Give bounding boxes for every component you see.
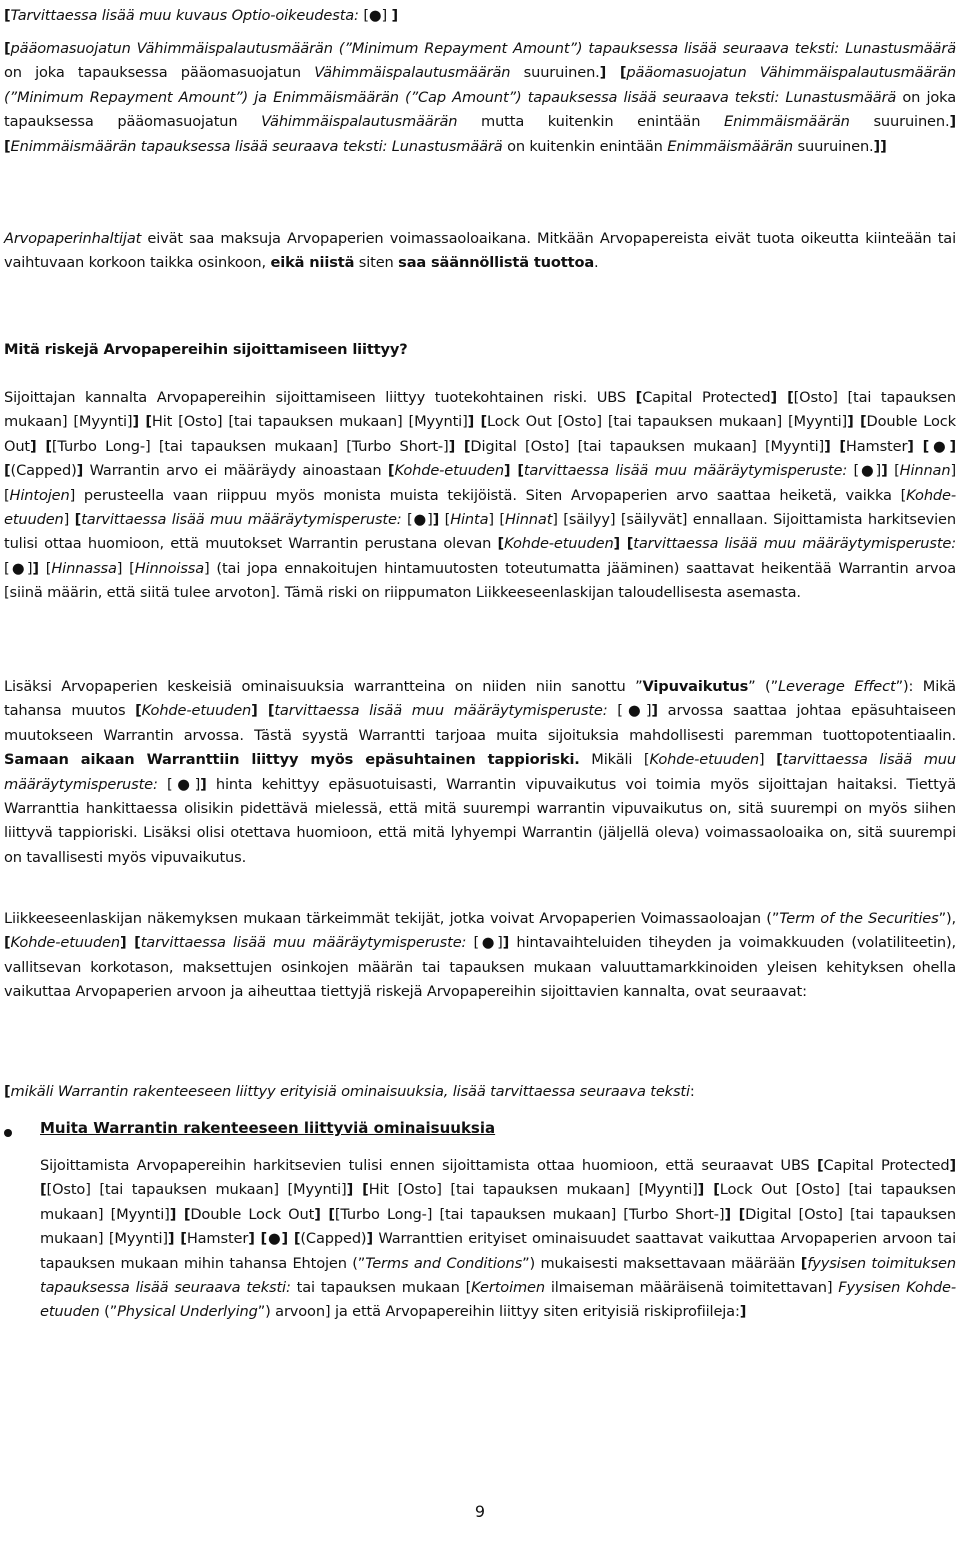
text-run: hintavaihteluiden tiheyden ja voimakkuuden (volatiliteetin), vallitsevan korkotason, maksettujen osinkojen määrän tai tapauksen mukaan valuuttamarkkinoiden yleisen kehityksen ohella vaikuttaa Arvopaperien arvoon ja aiheuttaa tiettyjä riskejä Arvopapereihin sijoittavien kannalta, ovat seuraavat: <box>4 934 957 1001</box>
text-run: [●] <box>363 7 392 24</box>
text-run: suuruinen. <box>849 113 950 131</box>
text-run: ] <box>739 1303 747 1321</box>
text-run: Lock Out [Osto] [tai tapauksen mukaan] [Myynti] <box>40 1181 956 1223</box>
text-run: Vipuvaikutus <box>642 678 749 695</box>
text-run: ] <box>200 775 207 793</box>
text-run: Vähimmäispalautusmäärän <box>314 64 511 82</box>
paragraph-leverage-effect <box>4 675 956 870</box>
text-run: tai tapauksen mukaan [ <box>290 1279 472 1297</box>
text-run: [ <box>4 934 11 952</box>
text-run: [ <box>38 559 52 577</box>
text-run: Vähimmäispalautusmäärän <box>261 113 458 131</box>
text-run: Hinnan <box>899 462 951 480</box>
text-run: ● <box>929 437 950 455</box>
text-run: [ <box>776 751 783 769</box>
text-run: Kertoimen <box>471 1279 545 1297</box>
text-run: hinta kehittyy epäsuotuisasti, Warrantin vipuvaikutus voi toimia myös sijoittajan haitaksi. Tiettyä Warranttia hankittaessa olisikin pidettävä mielessä, että mitä suurempi warrantin vipuvaikutus on, sitä suurempi on myös siihen liittyvä tappioriski. Lisäksi olisi otettava huomioon, että mitä lyhyempi Warrantin (jäljellä oleva) voimassaoloaika on, sitä suurempi on tavallisesti myös vipuvaikutus. <box>4 775 956 866</box>
text-run: ”), <box>938 910 957 927</box>
text-run: Sijoittajan kannalta Arvopapereihin sijoittamiseen liittyy tuotekohtainen riski. UBS <box>4 389 636 406</box>
text-run: ] <box>758 751 777 769</box>
text-run: [ <box>4 40 11 57</box>
text-run: Hinnassa <box>51 559 117 577</box>
text-run: : <box>689 1083 695 1100</box>
text-run: [ <box>887 462 900 480</box>
text-run: ] <box>502 934 510 952</box>
text-run: ] [ <box>847 413 867 431</box>
text-run: ] [ <box>613 535 634 553</box>
text-run: Kohde-etuuden <box>394 462 504 480</box>
text-run: ] [ <box>770 389 794 406</box>
text-run: fyysisen toimituksen tapauksessa lisää seuraava teksti: <box>40 1254 956 1297</box>
text-run: ] [ <box>448 437 471 455</box>
text-run: Tarvittaessa lisää muu kuvaus Optio-oikeudesta: <box>10 7 364 24</box>
text-run: Mitä riskejä Arvopapereihin sijoittamiseen liittyy? <box>4 341 408 358</box>
text-run: Lisäksi Arvopaperien keskeisiä ominaisuuksia warrantteina on niiden niin sanottu ” <box>4 678 643 695</box>
text-run: [ <box>635 389 643 406</box>
text-run: Hamster <box>186 1230 249 1248</box>
text-run: ] [ <box>132 413 152 431</box>
page-number: 9 <box>474 1502 486 1521</box>
text-run: Kohde-etuuden <box>10 934 121 952</box>
text-run: Terms and Conditions <box>365 1254 523 1272</box>
text-run: ] [ <box>248 1230 268 1248</box>
text-run: tarvittaessa lisää muu määräytymisperuste: <box>523 462 854 480</box>
text-run: pääomasuojatun Vähimmäispalautusmäärän (”Minimum Repayment Amount”) tapauksessa lisää seuraava teksti: Lunastusmäärä <box>10 40 956 57</box>
text-run: ] [ <box>488 511 505 529</box>
text-run: ] <box>366 1230 374 1248</box>
paragraph-lunastusmaara <box>4 37 956 159</box>
text-run: [Osto] [tai tapauksen mukaan] [Myynti] <box>4 389 956 431</box>
bullet-point-icon <box>4 1129 12 1137</box>
text-run: ] [ <box>599 64 627 82</box>
text-run: [Osto] [tai tapauksen mukaan] [Myynti] <box>46 1181 347 1199</box>
text-run: ] [ <box>120 934 141 952</box>
text-run: [●] <box>4 559 33 577</box>
text-run: ”) mukaisesti maksettavaan määrään <box>522 1254 801 1272</box>
text-run: [Turbo Long-] [tai tapauksen mukaan] [Turbo Short-] <box>51 437 449 455</box>
text-run: Hintojen <box>9 486 70 504</box>
text-run: ] [ <box>907 437 930 455</box>
text-run: on kuitenkin enintään <box>502 137 668 155</box>
text-run: Samaan aikaan Warranttiin liittyy myös epäsuhtainen tappioriski. <box>4 751 580 769</box>
text-run: Enimmäismäärän tapauksessa lisää seuraava teksti: Lunastusmäärä <box>10 137 503 155</box>
text-run: [●] <box>853 462 882 480</box>
text-run: Double Lock Out <box>190 1205 315 1223</box>
bullet-heading: Muita Warrantin rakenteeseen liittyviä ominaisuuksia <box>40 1119 496 1137</box>
text-run: (Capped) <box>300 1230 367 1248</box>
text-run: ] [ <box>116 559 135 577</box>
text-run: Capital Protected <box>642 389 771 406</box>
text-run: [ <box>4 7 11 24</box>
text-run: Term of the Securities <box>779 910 939 927</box>
text-run: ] [ <box>4 462 956 504</box>
text-run: ] [ <box>4 437 956 480</box>
text-run: . <box>594 254 599 272</box>
text-run: [Turbo Long-] [tai tapauksen mukaan] [Turbo Short-] <box>334 1205 725 1223</box>
text-run: ] [ <box>30 437 52 455</box>
text-run: Hinnat <box>504 511 553 529</box>
text-run: Hit [Osto] [tai tapauksen mukaan] [Myynti] <box>368 1181 698 1199</box>
text-run: ] [ <box>169 1205 191 1223</box>
text-run: ] [ <box>314 1205 335 1223</box>
text-run: tarvittaessa lisää muu määräytymisperuste: <box>81 511 408 529</box>
text-run: eivät saa maksuja Arvopaperien voimassaoloaikana. Mitkään Arvopapereista eivät tuota oikeutta kiinteään tai vaihtuvaan korkoon taikka osinkoon, <box>4 230 956 272</box>
text-run: [●] <box>617 702 652 720</box>
text-run: [ <box>800 1254 808 1272</box>
text-run: siten <box>354 254 399 272</box>
text-run: ] <box>651 702 658 720</box>
text-run: ”) arvoon] ja että Arvopapereihin liittyy siten erityisiä riskiprofiileja: <box>257 1303 740 1321</box>
text-run: ] <box>63 511 75 529</box>
text-run: Fyysisen Kohde-etuuden <box>40 1279 956 1321</box>
paragraph-optio-description <box>4 4 956 28</box>
text-run: on joka tapauksessa pääomasuojatun <box>4 88 956 131</box>
text-run: tarvittaessa lisää muu määräytymisperuste: <box>633 535 956 553</box>
text-run: saa säännöllistä tuottoa <box>398 254 595 272</box>
text-run: Digital [Osto] [tai tapauksen mukaan] [Myynti] <box>470 437 825 455</box>
text-run: ] [ <box>724 1205 746 1223</box>
text-run: ] [ <box>503 462 524 480</box>
text-run: ] <box>76 462 84 480</box>
text-run: arvossa saattaa johtaa epäsuhtaiseen muutokseen Warrantin arvossa. Tästä syystä Warrantti tarjoaa muita sijoituksia mahdollisesti paremman tuottopotentiaalin. <box>4 702 957 744</box>
text-run: ] <box>32 559 39 577</box>
text-run: ] [ <box>4 113 956 155</box>
text-run: Physical Underlying <box>117 1303 258 1321</box>
text-run: Kohde-etuuden <box>4 486 956 529</box>
text-run: ] <box>881 462 888 480</box>
text-run: Kohde-etuuden <box>141 702 252 720</box>
text-run: ] [ <box>251 702 275 720</box>
text-run: ] <box>391 7 399 24</box>
text-run: ] (tai jopa ennakoitujen hintamuutosten toteutumatta jääminen) saattavat heikentää Warrantin arvoa [siinä määrin, että siitä tulee arvoton]. Tämä riski on riippumaton Liikkeeseenlaskijan taloudellisesta asemasta. <box>4 559 956 602</box>
text-run: Kohde-etuuden <box>649 751 759 769</box>
text-run: suuruinen. <box>793 137 874 155</box>
text-run: eikä niistä <box>270 254 355 272</box>
text-run: suuruinen. <box>510 64 600 82</box>
text-run: Hinnoissa <box>134 559 205 577</box>
text-run: [ <box>497 535 505 553</box>
text-run: [ <box>817 1157 824 1174</box>
text-run: Double Lock Out <box>4 413 956 455</box>
text-run: ● <box>267 1230 282 1248</box>
section-heading-risks <box>4 338 956 362</box>
text-run: ]] <box>873 137 887 155</box>
text-run: Arvopaperinhaltijat <box>4 230 142 247</box>
text-run: Warrantin arvo ei määräydy ainoastaan <box>83 462 388 480</box>
text-run: Liikkeeseenlaskijan näkemyksen mukaan tärkeimmät tekijät, jotka voivat Arvopaperien Voimassaoloajan (” <box>4 910 780 927</box>
text-run: Sijoittamista Arvopapereihin harkitsevien tulisi ennen sijoittamista ottaa huomioon, että seuraavat UBS <box>40 1157 817 1174</box>
text-run: [ <box>439 511 451 529</box>
text-run: [●] <box>167 775 201 793</box>
text-run: [ <box>387 462 395 480</box>
text-run: Hamster <box>845 437 908 455</box>
text-run: ] <box>432 511 440 529</box>
text-run: (” <box>99 1303 118 1321</box>
text-run: (Capped) <box>10 462 77 480</box>
text-run: Enimmäismäärän <box>724 113 850 131</box>
text-run: ] [ <box>824 437 846 455</box>
text-run: ilmaiseman määräisenä toimitettavan] <box>544 1279 839 1297</box>
text-run: ”): Mikä tahansa muutos <box>4 678 956 720</box>
text-run: ] perusteella vaan riippuu myös monista muista tekijöistä. Siten Arvopaperien arvo saattaa heiketä, vaikka [ <box>69 486 907 504</box>
text-run: Hit [Osto] [tai tapauksen mukaan] [Myynti] <box>151 413 468 431</box>
text-run: ] [ <box>697 1181 720 1199</box>
paragraph-key-factors <box>4 907 956 1005</box>
text-run: Lock Out [Osto] [tai tapauksen mukaan] [Myynti] <box>487 413 848 431</box>
text-run: tarvittaessa lisää muu määräytymisperuste: <box>4 751 956 793</box>
text-run: tarvittaessa lisää muu määräytymisperuste: <box>274 702 618 720</box>
text-run: ] [säilyy] [säilyvät] ennallaan. Sijoittamista harkitsevien tulisi ottaa huomioon, että muutokset Warrantin perustana olevan <box>4 511 956 553</box>
text-run: ” (” <box>748 678 779 695</box>
text-run: Warranttien erityiset ominaisuudet saattavat vaikuttaa Arvopaperien arvoon tai tapauksen mukaan mihin tahansa Ehtojen (” <box>40 1230 956 1272</box>
text-run: Leverage Effect <box>778 678 896 695</box>
text-run: Mikäli [ <box>579 751 650 769</box>
text-run: ] [ <box>467 413 488 431</box>
text-run: [ <box>135 702 142 720</box>
text-run: Digital [Osto] [tai tapauksen mukaan] [Myynti] <box>40 1205 956 1248</box>
text-run: Kohde-etuuden <box>504 535 614 553</box>
paragraph-special-features-note <box>4 1080 956 1104</box>
text-run: mutta kuitenkin enintään <box>457 113 724 131</box>
text-run: mikäli Warrantin rakenteeseen liittyy erityisiä ominaisuuksia, lisää tarvittaessa seuraava teksti <box>10 1083 690 1100</box>
text-run: [ <box>4 1083 11 1100</box>
text-run: tarvittaessa lisää muu määräytymisperuste: <box>140 934 474 952</box>
text-run: Capital Protected <box>823 1157 950 1174</box>
text-run: Hinta <box>450 511 489 529</box>
text-run: ] [ <box>167 1230 187 1248</box>
paragraph-no-payments <box>4 227 956 276</box>
text-run: ] [ <box>281 1230 301 1248</box>
text-run: Enimmäismäärän <box>667 137 794 155</box>
text-run: [●] <box>407 511 433 529</box>
paragraph-special-features <box>40 1154 956 1325</box>
text-run: ] [ <box>40 1157 957 1199</box>
paragraph-product-risk <box>4 386 956 606</box>
text-run: [●] <box>473 934 503 952</box>
text-run: pääomasuojatun Vähimmäispalautusmäärän (”Minimum Repayment Amount”) ja Enimmäismäärän (”Cap Amount”) tapauksessa lisää seuraava teksti: Lunastusmäärä <box>4 64 956 106</box>
text-run: [ <box>74 511 82 529</box>
text-run: ] [ <box>346 1181 369 1199</box>
text-run: on joka tapauksessa pääomasuojatun <box>4 64 315 82</box>
